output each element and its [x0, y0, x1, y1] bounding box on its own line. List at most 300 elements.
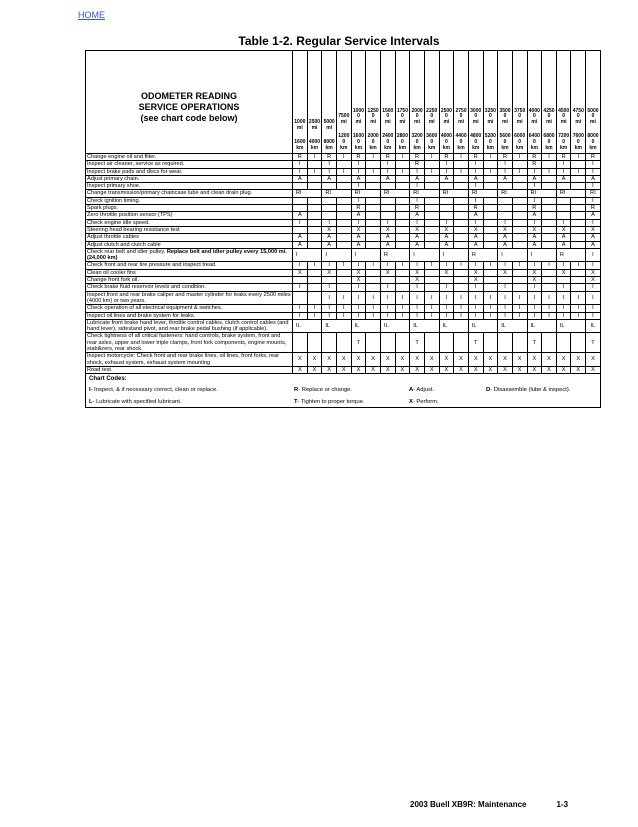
interval-miles: 20000 [411, 107, 423, 120]
interval-cell: X [322, 366, 337, 373]
interval-cell: IL [293, 319, 322, 333]
service-operation [86, 333, 293, 353]
interval-cell: I [556, 284, 571, 291]
interval-cell: A [586, 175, 601, 182]
service-operation [86, 219, 293, 226]
interval-header [454, 51, 469, 154]
interval-cell [483, 175, 498, 182]
interval-cell [307, 161, 322, 168]
interval-cell [395, 234, 410, 241]
interval-cell: I [454, 262, 469, 269]
interval-cell [454, 197, 469, 204]
interval-km: 44000 [455, 133, 467, 146]
interval-cell [454, 284, 469, 291]
interval-cell: IL [322, 319, 351, 333]
interval-cell: X [424, 366, 439, 373]
interval-cell: I [498, 168, 513, 175]
page-footer [410, 800, 568, 809]
interval-cell [571, 333, 586, 353]
interval-cell [483, 234, 498, 241]
chart-code-item [409, 387, 486, 393]
interval-cell: I [468, 284, 483, 291]
interval-cell [322, 197, 337, 204]
interval-cell [293, 333, 308, 353]
interval-cell: I [424, 312, 439, 319]
interval-km: 52000 [484, 133, 496, 146]
interval-cell [498, 183, 513, 190]
interval-cell [571, 205, 586, 212]
interval-cell [439, 197, 454, 204]
interval-cell [424, 219, 439, 226]
interval-cell: A [468, 175, 483, 182]
home-link[interactable]: HOME [78, 10, 105, 20]
interval-cell: X [483, 366, 498, 373]
interval-cell: I [556, 312, 571, 319]
interval-cell [366, 183, 381, 190]
interval-cell [542, 241, 557, 248]
interval-cell: X [410, 277, 425, 284]
interval-cell [512, 226, 527, 233]
interval-cell: X [366, 353, 381, 367]
interval-header [410, 51, 425, 154]
interval-cell: I [410, 219, 425, 226]
interval-cell: X [527, 269, 542, 276]
interval-cell: I [366, 154, 381, 161]
interval-cell: R [410, 154, 425, 161]
interval-cell [307, 183, 322, 190]
interval-miles-unit: mi [414, 119, 420, 126]
interval-cell [424, 175, 439, 182]
interval-km-unit: km [560, 145, 568, 152]
interval-cell: I [542, 312, 557, 319]
interval-cell: I [556, 219, 571, 226]
interval-cell [556, 205, 571, 212]
interval-cell [454, 183, 469, 190]
interval-km: 80000 [587, 133, 599, 146]
interval-cell: R [468, 205, 483, 212]
interval-cell: I [556, 161, 571, 168]
interval-cell [498, 333, 513, 353]
ops-line-3: (see chart code below) [140, 112, 238, 123]
interval-cell: I [336, 291, 351, 305]
interval-cell: I [498, 312, 513, 319]
interval-cell: I [410, 168, 425, 175]
table-row [86, 291, 601, 305]
interval-cell: T [527, 333, 542, 353]
interval-cell [483, 212, 498, 219]
interval-cell [293, 205, 308, 212]
interval-cell: I [556, 262, 571, 269]
interval-cell [336, 183, 351, 190]
service-operation-text: Check rear belt and idler pulley. [87, 248, 167, 255]
interval-cell [307, 284, 322, 291]
interval-cell: I [498, 305, 513, 312]
interval-cell: I [542, 168, 557, 175]
interval-cell [439, 212, 454, 219]
interval-cell [395, 219, 410, 226]
interval-cell [512, 183, 527, 190]
service-operation-text: Adjust throttle cables [87, 234, 139, 241]
service-operation-text: Road test. [87, 366, 113, 373]
interval-cell [336, 284, 351, 291]
service-operation-text: Check ignition timing. [87, 197, 141, 204]
interval-cell: I [586, 312, 601, 319]
interval-cell: R [468, 248, 497, 262]
interval-cell [293, 197, 308, 204]
interval-cell: R [410, 161, 425, 168]
interval-cell: X [468, 277, 483, 284]
interval-km-unit: km [486, 145, 494, 152]
interval-cell: I [395, 312, 410, 319]
interval-cell: I [307, 262, 322, 269]
interval-cell [307, 205, 322, 212]
chart-code-text: - Lubricate with specified lubricant. [92, 398, 182, 405]
chart-code-text: - Inspect, & if necessary correct, clean or replace. [90, 386, 218, 393]
interval-miles-unit: mi [296, 125, 303, 132]
interval-cell [307, 333, 322, 353]
interval-cell: I [483, 291, 498, 305]
interval-cell [380, 212, 395, 219]
table-row [86, 312, 601, 319]
interval-km-unit: km [457, 145, 465, 152]
service-operation-text: Spark plugs. [87, 205, 119, 212]
chart-code-item [89, 387, 294, 393]
chart-codes [86, 374, 601, 408]
interval-cell: I [336, 168, 351, 175]
service-operation [86, 183, 293, 190]
interval-cell: I [586, 305, 601, 312]
service-operation [86, 269, 293, 276]
table-row [86, 168, 601, 175]
interval-cell [439, 183, 454, 190]
table-row [86, 205, 601, 212]
interval-cell: I [512, 262, 527, 269]
service-operation [86, 305, 293, 312]
interval-miles: 50000 [587, 107, 599, 120]
interval-cell: R [380, 154, 395, 161]
interval-cell: X [410, 353, 425, 367]
interval-km-unit: km [296, 145, 304, 152]
interval-cell: I [351, 161, 366, 168]
interval-cell [424, 161, 439, 168]
interval-cell: A [586, 241, 601, 248]
interval-cell: I [586, 197, 601, 204]
service-operation-text: Inspect brake pads and discs for wear. [87, 168, 183, 175]
interval-km: 40000 [440, 133, 452, 146]
interval-cell: IL [468, 319, 497, 333]
interval-miles: 42500 [543, 107, 555, 120]
interval-cell: I [410, 197, 425, 204]
interval-km: 36000 [426, 133, 438, 146]
interval-cell [483, 284, 498, 291]
interval-cell: X [586, 277, 601, 284]
service-operation [86, 168, 293, 175]
chart-code-key: X [409, 398, 413, 405]
interval-cell: I [380, 291, 395, 305]
service-operation-text: Clean oil cooler fins [87, 269, 136, 276]
interval-cell: A [527, 241, 542, 248]
interval-cell: I [366, 262, 381, 269]
interval-cell [395, 284, 410, 291]
interval-cell: I [351, 305, 366, 312]
interval-cell: R [380, 248, 409, 262]
interval-cell: I [322, 305, 337, 312]
interval-km: 64000 [528, 133, 540, 146]
interval-cell: I [571, 154, 586, 161]
ops-line-2: SERVICE OPERATIONS [138, 101, 240, 112]
interval-cell: A [498, 241, 513, 248]
interval-cell: I [512, 291, 527, 305]
interval-miles-unit: mi [502, 119, 508, 126]
interval-km-unit: km [545, 145, 553, 152]
interval-cell: I [468, 161, 483, 168]
interval-cell: I [468, 305, 483, 312]
chart-code-text: - Perform. [412, 398, 439, 405]
interval-cell: X [556, 226, 571, 233]
interval-cell: I [380, 284, 395, 291]
interval-cell: A [410, 175, 425, 182]
table-row [86, 248, 601, 262]
interval-km-unit: km [369, 145, 377, 152]
interval-cell [424, 183, 439, 190]
interval-miles: 37500 [514, 107, 526, 120]
interval-cell [483, 241, 498, 248]
interval-cell [366, 175, 381, 182]
interval-cell: X [322, 353, 337, 367]
service-operation-text: Check operation of all electrical equipment & switches. [87, 305, 223, 312]
interval-cell [454, 219, 469, 226]
interval-cell: A [410, 212, 425, 219]
interval-cell: X [395, 366, 410, 373]
interval-cell: I [556, 168, 571, 175]
interval-cell [366, 219, 381, 226]
service-operation [86, 262, 293, 269]
interval-miles: 35000 [499, 107, 511, 120]
interval-cell [498, 197, 513, 204]
interval-cell [483, 219, 498, 226]
interval-cell: I [527, 183, 542, 190]
service-operation-text: Inspect oil lines and brake system for leaks. [87, 312, 196, 319]
interval-cell: I [468, 183, 483, 190]
table-row [86, 277, 601, 284]
interval-cell [512, 205, 527, 212]
interval-cell: I [351, 248, 380, 262]
interval-cell [571, 226, 586, 233]
service-operation [86, 319, 293, 333]
interval-cell [336, 234, 351, 241]
interval-cell [336, 212, 351, 219]
interval-cell: I [322, 161, 337, 168]
interval-cell: I [293, 305, 308, 312]
interval-cell [512, 219, 527, 226]
interval-cell [512, 175, 527, 182]
interval-cell: RI [527, 190, 556, 197]
interval-km-unit: km [516, 145, 524, 152]
interval-cell: R [586, 154, 601, 161]
interval-cell: X [439, 353, 454, 367]
interval-cell [366, 212, 381, 219]
interval-cell: I [527, 312, 542, 319]
service-operation [86, 284, 293, 291]
interval-cell [571, 241, 586, 248]
service-operation-text: Inspect front and rear brake caliper and master cylinder for leaks every 2500 miles (4000 km) or two years. [87, 291, 291, 304]
interval-cell [395, 277, 410, 284]
interval-cell [293, 183, 308, 190]
service-operation-text: Change transmission/primary chaincase lube and clean drain plug. [87, 190, 253, 197]
interval-cell: I [366, 312, 381, 319]
interval-cell [307, 291, 322, 305]
interval-cell [542, 205, 557, 212]
interval-cell [395, 183, 410, 190]
service-operation-text: Check engine idle speed. [87, 219, 150, 226]
table-row [86, 284, 601, 291]
interval-km: 68000 [543, 133, 555, 146]
interval-cell [424, 277, 439, 284]
interval-cell: I [439, 248, 468, 262]
interval-cell: I [586, 183, 601, 190]
interval-cell: X [498, 226, 513, 233]
interval-cell: I [336, 262, 351, 269]
interval-cell: I [410, 312, 425, 319]
interval-cell: I [468, 168, 483, 175]
interval-km-unit: km [398, 145, 407, 152]
interval-cell: R [556, 248, 585, 262]
interval-cell: I [336, 154, 351, 161]
interval-cell: I [424, 168, 439, 175]
interval-cell: X [293, 353, 308, 367]
interval-cell: A [527, 212, 542, 219]
table-title: Table 1-2. Regular Service Intervals [238, 34, 440, 48]
interval-miles-unit: mi [487, 119, 494, 126]
interval-cell: A [322, 241, 337, 248]
interval-cell: I [380, 219, 395, 226]
interval-km-unit: km [413, 145, 421, 152]
service-operation-text: Adjust clutch and clutch cable [87, 241, 161, 248]
service-operation [86, 190, 293, 197]
interval-miles: 30000 [470, 107, 482, 120]
interval-miles: 12500 [367, 107, 379, 120]
interval-cell: X [307, 353, 322, 367]
interval-cell: IL [351, 319, 380, 333]
interval-cell [439, 277, 454, 284]
interval-cell [498, 205, 513, 212]
service-operation-note: Replace belt and idler pulley every 15,000 mi. (24,000 km) [87, 248, 287, 262]
interval-cell [395, 333, 410, 353]
interval-cell [380, 197, 395, 204]
table-row [86, 305, 601, 312]
interval-cell: I [512, 168, 527, 175]
service-operation [86, 205, 293, 212]
interval-cell [366, 234, 381, 241]
interval-cell: X [527, 226, 542, 233]
interval-cell: R [293, 154, 308, 161]
interval-cell: X [380, 226, 395, 233]
table-row [86, 333, 601, 353]
interval-cell: I [351, 262, 366, 269]
interval-cell: I [498, 248, 527, 262]
interval-cell: I [498, 161, 513, 168]
interval-cell: A [410, 241, 425, 248]
interval-cell [556, 183, 571, 190]
interval-km-unit: km [340, 145, 348, 152]
interval-cell: X [527, 277, 542, 284]
interval-km: 60000 [514, 133, 526, 146]
interval-cell [454, 205, 469, 212]
table-row [86, 226, 601, 233]
interval-cell [307, 175, 322, 182]
interval-cell: I [454, 312, 469, 319]
interval-cell: I [454, 154, 469, 161]
interval-cell [454, 269, 469, 276]
interval-km-unit: km [354, 145, 363, 152]
interval-cell: I [424, 305, 439, 312]
interval-cell: X [586, 269, 601, 276]
interval-cell [439, 333, 454, 353]
interval-cell [512, 234, 527, 241]
chart-code-item [486, 387, 596, 393]
interval-cell: I [366, 291, 381, 305]
interval-cell: X [351, 277, 366, 284]
interval-cell [512, 212, 527, 219]
interval-cell [424, 333, 439, 353]
interval-cell: IL [556, 319, 585, 333]
interval-cell: X [439, 366, 454, 373]
interval-cell: T [586, 333, 601, 353]
interval-miles-unit: mi [443, 119, 450, 126]
interval-cell: A [351, 234, 366, 241]
interval-cell [571, 269, 586, 276]
interval-cell: I [542, 262, 557, 269]
interval-cell: I [351, 291, 366, 305]
interval-cell: I [424, 291, 439, 305]
interval-cell: X [351, 226, 366, 233]
interval-cell [395, 175, 410, 182]
interval-cell: A [439, 175, 454, 182]
interval-cell: X [439, 269, 454, 276]
interval-header [293, 51, 308, 154]
interval-cell: I [410, 248, 439, 262]
interval-cell [336, 161, 351, 168]
interval-cell [439, 205, 454, 212]
interval-cell [571, 284, 586, 291]
interval-header [556, 51, 571, 154]
interval-cell: X [351, 366, 366, 373]
interval-cell [395, 269, 410, 276]
interval-cell [322, 205, 337, 212]
interval-cell: I [527, 219, 542, 226]
interval-cell: X [556, 366, 571, 373]
interval-cell [571, 234, 586, 241]
interval-cell: X [527, 366, 542, 373]
service-operation-text: Lubricate front brake hand lever, throttle control cables, clutch control cables (and hand lever), sidestand pivot, and rear brake pedal bushing (if applicable). [87, 319, 289, 333]
interval-cell: I [322, 168, 337, 175]
service-operation-text: Inspect motorcycle: Check front and rear brake lines, oil lines, front forks, rear shock, exhaust system, exhaust system mounting [87, 353, 280, 366]
interval-cell [424, 234, 439, 241]
interval-cell: X [542, 366, 557, 373]
service-operation [86, 234, 293, 241]
interval-km: 4000 [308, 139, 321, 146]
interval-cell: I [293, 161, 308, 168]
interval-cell: R [468, 154, 483, 161]
interval-cell: A [380, 234, 395, 241]
service-operation [86, 212, 293, 219]
service-operation-text: Inspect air cleaner, service as required. [87, 161, 185, 168]
interval-cell [512, 284, 527, 291]
interval-cell: I [586, 219, 601, 226]
interval-cell: A [351, 212, 366, 219]
interval-miles: 45000 [558, 107, 570, 120]
interval-cell: I [454, 305, 469, 312]
